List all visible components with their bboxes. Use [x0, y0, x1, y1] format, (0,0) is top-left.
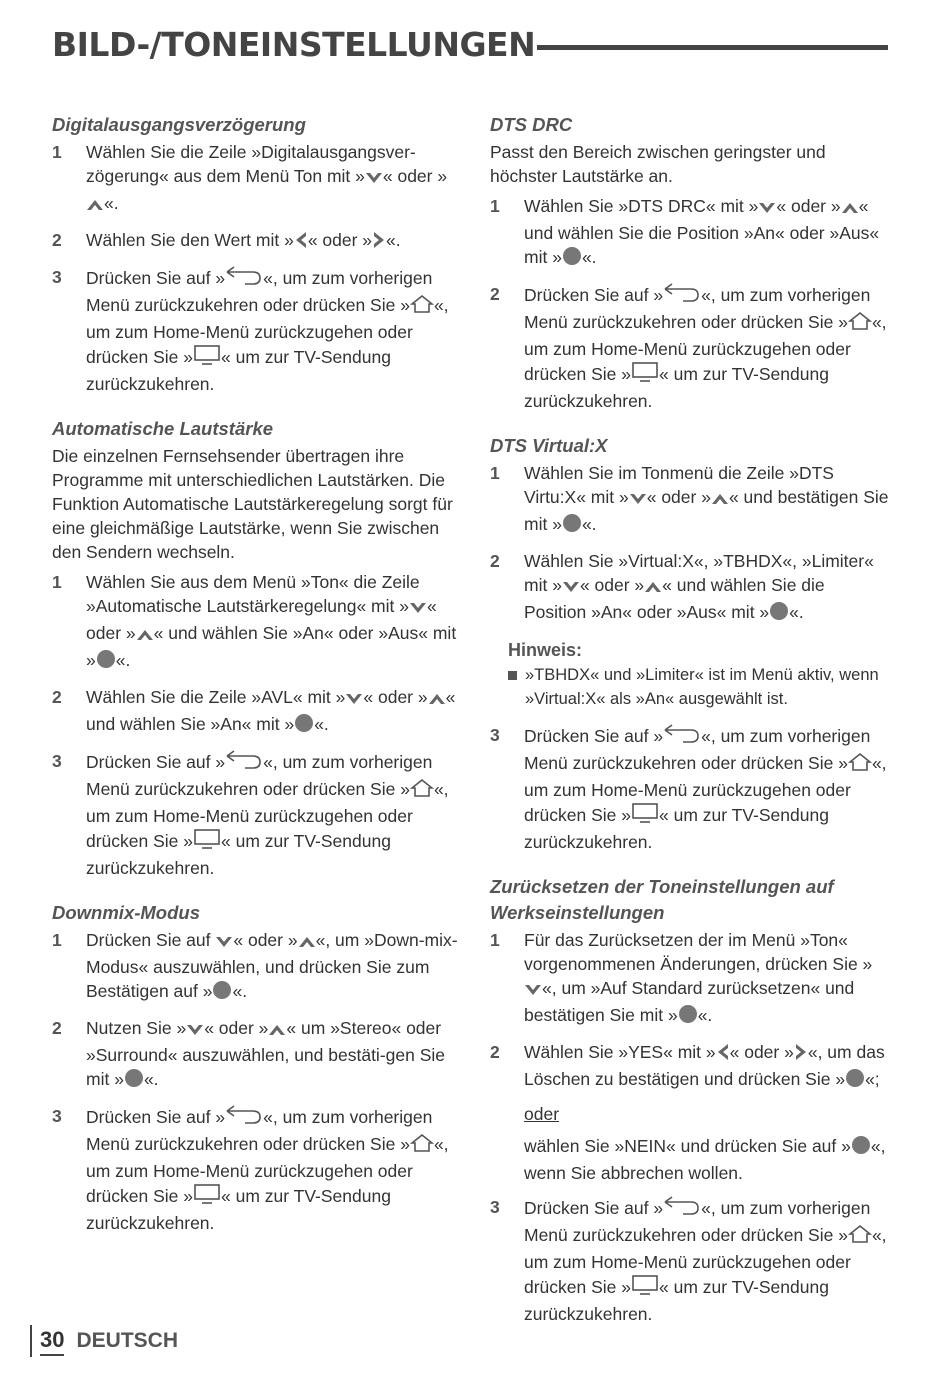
arrow-down-icon: [562, 576, 580, 600]
step-number: 3: [52, 1106, 62, 1126]
step-item: [490, 461, 890, 539]
step-text-part: «.: [697, 1005, 713, 1025]
step-item: [490, 1195, 890, 1326]
page-footer: [30, 1324, 178, 1358]
step-text-part: «.: [314, 714, 329, 734]
ok-button-icon: [851, 1135, 871, 1161]
section-automatische-lautstaerke: [52, 416, 460, 880]
footer-bar: [30, 1325, 32, 1357]
step-number: 1: [52, 930, 62, 950]
step-text-part: «, um »Down-mix-Modus« auszuwählen, und drücken Sie zum Bestätigen auf »: [86, 930, 458, 1001]
note-heading: Hinweis:: [508, 640, 583, 660]
step-text-part: Nutzen Sie »: [86, 1018, 187, 1038]
ok-button-icon: [96, 649, 116, 675]
step-text-part: «, um zum vorherigen Menü zurückzukehren oder drücken Sie »: [524, 1198, 871, 1245]
step-text-part: Wählen Sie »Virtual:X«, »TBHDX«, »Limiter« mit »: [524, 551, 874, 595]
step-text-part: « und wählen Sie die Position »An« oder »Aus« mit »: [524, 575, 825, 622]
step-number: 2: [490, 551, 500, 571]
title-rule: [537, 45, 888, 50]
step-text-part: «, um zum vorherigen Menü zurückzukehren oder drücken Sie »: [86, 752, 433, 799]
step-text-part: « oder »: [233, 930, 298, 950]
step-text-part: « oder »: [776, 196, 841, 216]
step-item: [490, 282, 890, 413]
arrow-down-icon: [758, 197, 776, 221]
home-icon: [410, 778, 434, 804]
arrow-up-icon: [298, 931, 316, 955]
step-text-part: «, um zum Home-Menü zurückzugehen oder drücken Sie »: [524, 312, 887, 384]
step-text-part: « oder »: [86, 596, 437, 643]
step-text-part: wählen Sie »NEIN« und drücken Sie auf »: [524, 1136, 851, 1156]
arrow-right-icon: [794, 1043, 808, 1067]
section-zuruecksetzen: [490, 874, 890, 1326]
step-text: [86, 265, 460, 396]
step-number: 3: [52, 751, 62, 771]
step-text: [524, 194, 890, 272]
back-arrow-icon: [225, 749, 263, 777]
step-text-part: « und bestätigen Sie mit »: [524, 487, 889, 534]
step-text: [86, 1104, 460, 1235]
step-item: [52, 1104, 460, 1235]
step-item: [490, 723, 890, 854]
step-text-part: « um zur TV-Sendung zurückzukehren.: [524, 1277, 829, 1324]
step-text: [524, 723, 890, 854]
section-digitalausgang: [52, 112, 460, 396]
step-text-part: «, wenn Sie abbrechen wollen.: [524, 1136, 886, 1183]
step-text-part: Wählen Sie im Tonmenü die Zeile »DTS Virtu:X« mit »: [524, 463, 834, 507]
arrow-left-icon: [716, 1043, 730, 1067]
oder-label: oder: [524, 1104, 560, 1124]
step-item: [490, 928, 890, 1030]
step-text: [524, 1040, 890, 1185]
arrow-down-icon: [345, 688, 363, 712]
step-text: [86, 228, 460, 255]
step-text-part: «.: [789, 602, 804, 622]
tv-icon: [193, 828, 221, 856]
step-text-part: «, um das Löschen zu bestätigen und drücken Sie »: [524, 1042, 885, 1089]
tv-icon: [193, 344, 221, 372]
step-text: [86, 749, 460, 880]
step-number: 2: [490, 1042, 500, 1062]
step-item: [52, 228, 460, 255]
step-text-part: Drücken Sie auf »: [524, 726, 664, 746]
section-intro: Passt den Bereich zwischen geringster und höchster Lautstärke an.: [490, 142, 826, 186]
step-text-part: Wählen Sie »YES« mit »: [524, 1042, 716, 1062]
arrow-down-icon: [524, 979, 542, 1003]
step-number: 3: [490, 1197, 500, 1217]
note-box: [508, 637, 890, 711]
step-text-part: Wählen Sie die Zeile »Digitalausgangsver-zögerung« aus dem Menü Ton mit »: [86, 142, 416, 186]
ok-button-icon: [769, 601, 789, 627]
ok-button-icon: [124, 1068, 144, 1094]
step-item: [490, 194, 890, 272]
step-text-part: « um zur TV-Sendung zurückzukehren.: [86, 1186, 391, 1233]
ok-button-icon: [845, 1068, 865, 1094]
step-text-part: «, um »Auf Standard zurücksetzen« und bestätigen Sie mit »: [524, 978, 855, 1025]
arrow-up-icon: [841, 197, 859, 221]
step-number: 3: [52, 267, 62, 287]
step-text-part: Drücken Sie auf »: [86, 268, 226, 288]
step-text-part: «, um zum vorherigen Menü zurückzukehren oder drücken Sie »: [86, 1107, 433, 1154]
back-arrow-icon: [225, 265, 263, 293]
step-text-part: Drücken Sie auf: [86, 930, 216, 950]
step-text-part: Drücken Sie auf »: [86, 1107, 226, 1127]
step-number: 3: [490, 725, 500, 745]
step-text-part: Wählen Sie »DTS DRC« mit »: [524, 196, 759, 216]
step-text: [86, 1016, 460, 1094]
arrow-down-icon: [409, 597, 427, 621]
step-text-part: «, um zum Home-Menü zurückzugehen oder drücken Sie »: [86, 779, 449, 851]
step-text-part: Drücken Sie auf »: [86, 752, 226, 772]
tv-icon: [631, 802, 659, 830]
step-text-part: « oder »: [382, 166, 448, 186]
back-arrow-icon: [225, 1104, 263, 1132]
step-text-part: « oder »: [307, 230, 373, 250]
step-number: 1: [490, 196, 500, 216]
step-paragraph: [524, 1040, 890, 1094]
step-item: [490, 1040, 890, 1185]
step-item: [52, 749, 460, 880]
page-header: [52, 20, 888, 68]
step-text-part: « um zur TV-Sendung zurückzukehren.: [86, 347, 391, 394]
step-text-part: « oder »: [204, 1018, 269, 1038]
step-item: [490, 549, 890, 627]
step-text-part: «.: [386, 230, 401, 250]
step-text-part: «;: [865, 1069, 880, 1089]
step-text: [86, 928, 460, 1006]
step-text: [86, 570, 460, 675]
step-text-part: Für das Zurücksetzen der im Menü »Ton« vorgenommenen Änderungen, drücken Sie »: [524, 930, 873, 974]
step-text: [524, 549, 890, 627]
home-icon: [410, 1133, 434, 1159]
step-text-part: «.: [143, 1069, 159, 1089]
home-icon: [848, 1224, 872, 1250]
arrow-up-icon: [428, 688, 446, 712]
ok-button-icon: [294, 713, 314, 739]
left-column: [52, 112, 460, 1255]
back-arrow-icon: [663, 1195, 701, 1223]
step-text: [524, 928, 890, 1030]
step-item: [52, 265, 460, 396]
step-item: [52, 570, 460, 675]
arrow-up-icon: [86, 194, 104, 218]
step-text-part: Wählen Sie die Zeile »AVL« mit »: [86, 687, 346, 707]
tv-icon: [193, 1183, 221, 1211]
arrow-up-icon: [268, 1019, 286, 1043]
step-number: 2: [52, 1018, 62, 1038]
page-title: BILD-/TONEINSTELLUNGEN: [52, 24, 536, 64]
step-paragraph: [524, 1134, 890, 1185]
ok-button-icon: [678, 1004, 698, 1030]
step-text-part: «, um zum Home-Menü zurückzugehen oder drücken Sie »: [86, 295, 449, 367]
right-column: [490, 112, 890, 1346]
step-text-part: « oder »: [729, 1042, 794, 1062]
footer-language: DEUTSCH: [76, 1329, 178, 1352]
section-downmix: [52, 900, 460, 1235]
step-text-part: «.: [232, 981, 248, 1001]
step-text-part: Wählen Sie aus dem Menü »Ton« die Zeile »Automatische Lautstärkeregelung« mit »: [86, 572, 420, 616]
back-arrow-icon: [663, 282, 701, 310]
arrow-down-icon: [215, 931, 233, 955]
arrow-up-icon: [711, 488, 729, 512]
back-arrow-icon: [663, 723, 701, 751]
step-number: 1: [52, 142, 62, 162]
step-number: 2: [490, 284, 500, 304]
step-text-part: «.: [581, 514, 597, 534]
step-text-part: «.: [104, 193, 119, 213]
step-text-part: «, um zum vorherigen Menü zurückzukehren oder drücken Sie »: [524, 726, 871, 773]
step-text-part: Wählen Sie den Wert mit »: [86, 230, 294, 250]
step-text-part: «, um zum vorherigen Menü zurückzukehren oder drücken Sie »: [86, 268, 433, 315]
step-text-part: «.: [115, 650, 131, 670]
step-text: [524, 282, 890, 413]
step-item: [52, 685, 460, 739]
step-text: [524, 461, 890, 539]
home-icon: [848, 752, 872, 778]
tv-icon: [631, 361, 659, 389]
step-text-part: « um zur TV-Sendung zurückzukehren.: [86, 831, 391, 878]
step-item: [52, 1016, 460, 1094]
bullet-square-icon: [508, 671, 517, 680]
section-heading: DTS DRC: [490, 114, 573, 135]
step-item: [52, 928, 460, 1006]
step-number: 2: [52, 687, 62, 707]
tv-icon: [631, 1274, 659, 1302]
step-text: [524, 1195, 890, 1326]
step-text: [86, 140, 460, 218]
step-text-part: Drücken Sie auf »: [524, 285, 664, 305]
section-heading: Digitalausgangsverzögerung: [52, 114, 306, 135]
step-item: [52, 140, 460, 218]
home-icon: [410, 294, 434, 320]
step-number: 2: [52, 230, 62, 250]
step-text-part: « und wählen Sie die Position »An« oder »Aus« mit »: [524, 196, 880, 267]
arrow-down-icon: [186, 1019, 204, 1043]
step-text-part: «, um zum Home-Menü zurückzugehen oder drücken Sie »: [86, 1134, 449, 1206]
ok-button-icon: [562, 513, 582, 539]
step-text-part: « und wählen Sie »An« oder »Aus« mit »: [86, 623, 457, 670]
section-dts-drc: [490, 112, 890, 413]
step-text-part: «, um zum Home-Menü zurückzugehen oder drücken Sie »: [524, 1225, 887, 1297]
step-number: 1: [52, 572, 62, 592]
step-text-part: « um zur TV-Sendung zurückzukehren.: [524, 364, 829, 411]
step-text-part: «, um zum vorherigen Menü zurückzukehren oder drücken Sie »: [524, 285, 871, 332]
section-dts-virtualx: [490, 433, 890, 854]
section-heading: Zurücksetzen der Toneinstellungen auf Werkseinstellungen: [490, 876, 834, 923]
ok-button-icon: [212, 980, 232, 1006]
step-text: [86, 685, 460, 739]
section-heading: DTS Virtual:X: [490, 435, 608, 456]
step-text-part: « oder »: [363, 687, 428, 707]
step-text-part: « und wählen Sie »An« mit »: [86, 687, 456, 734]
step-text-part: « oder »: [646, 487, 711, 507]
arrow-right-icon: [372, 231, 386, 255]
section-heading: Downmix-Modus: [52, 902, 200, 923]
step-text-part: Drücken Sie auf »: [524, 1198, 664, 1218]
arrow-up-icon: [644, 576, 662, 600]
arrow-left-icon: [294, 231, 308, 255]
note-text: »TBHDX« und »Limiter« ist im Menü aktiv, wenn »Virtual:X« als »An« ausgewählt ist.: [525, 666, 879, 708]
step-text-part: «, um zum Home-Menü zurückzugehen oder drücken Sie »: [524, 753, 887, 825]
page-number: 30: [40, 1327, 64, 1356]
step-number: 1: [490, 930, 500, 950]
section-heading: Automatische Lautstärke: [52, 418, 274, 439]
section-intro: Die einzelnen Fernsehsender übertragen ihre Programme mit unterschiedlichen Lautstärken. Die Funktion Automatische Lautstärkeregelung sorgt für eine gleichmäßige Lautstärke, wenn Sie zwischen den Sendern wechseln.: [52, 446, 453, 562]
arrow-up-icon: [136, 624, 154, 648]
step-text-part: « oder »: [579, 575, 645, 595]
arrow-down-icon: [365, 167, 383, 191]
step-text-part: « um zur TV-Sendung zurückzukehren.: [524, 805, 829, 852]
arrow-down-icon: [629, 488, 647, 512]
note-item: [508, 663, 890, 711]
step-text-part: «.: [581, 247, 597, 267]
ok-button-icon: [562, 246, 582, 272]
step-number: 1: [490, 463, 500, 483]
step-text-part: « um »Stereo« oder »Surround« auszuwählen, und bestäti-gen Sie mit »: [86, 1018, 445, 1089]
home-icon: [848, 311, 872, 337]
